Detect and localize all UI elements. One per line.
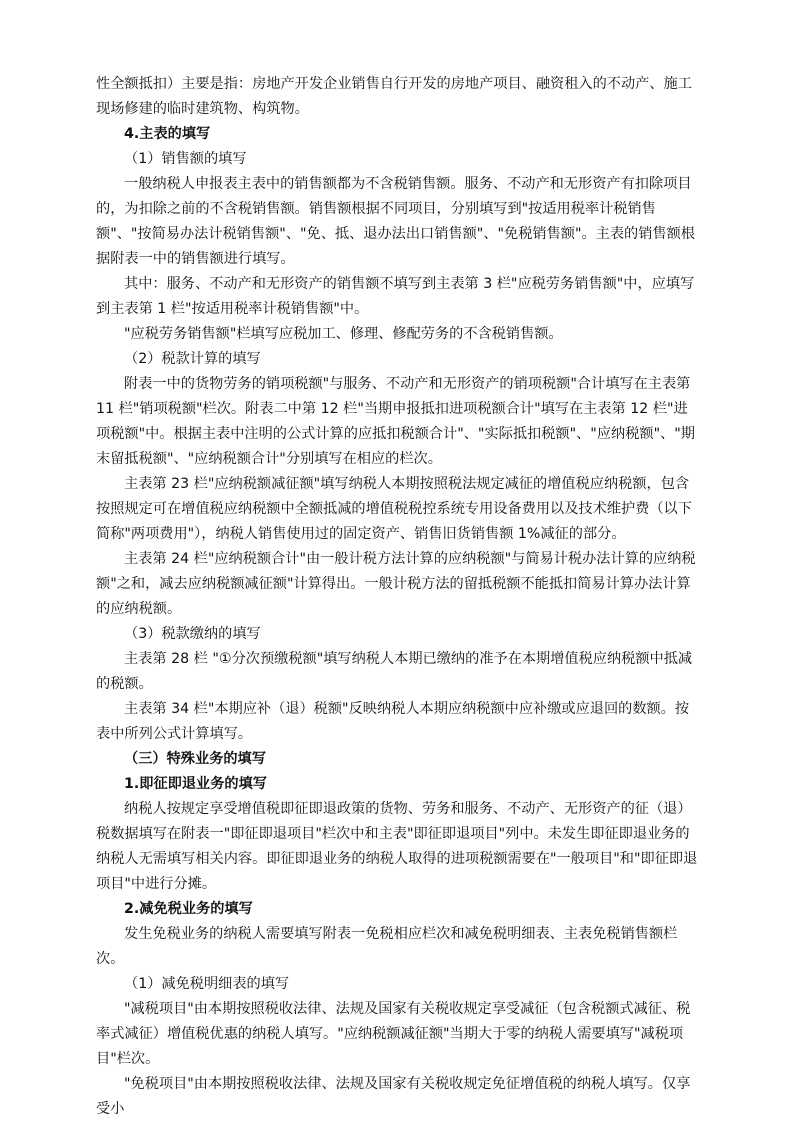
paragraph: 附表一中的货物劳务的销项税额"与服务、不动产和无形资产的销项税额"合计填写在主表第 11 栏"销项税额"栏次。附表二中第 12 栏"当期申报抵扣进项税额合计"填写在主表第 12 栏"进项税额"中。根据主表中注明的公式计算的应抵扣税额合计"、"实际抵扣税额"、"应纳税额"、"期末留抵税额"、"应纳税额合计"分别填写在相应的栏次。: [96, 376, 695, 467]
paragraph: 性全额抵扣）主要是指：房地产开发企业销售自行开发的房地产项目、融资租入的不动产、施工现场修建的临时建筑物、构筑物。: [96, 76, 692, 117]
paragraph: 一般纳税人申报表主表中的销售额都为不含税销售额。服务、不动产和无形资产有扣除项目的，为扣除之前的不含税销售额。销售额根据不同项目，分别填写到"按适用税率计税销售额"、"按简易办法计税销售额"、"免、抵、退办法出口销售额"、"免税销售额"。主表的销售额根据附表一中的销售额进行填写。: [96, 176, 695, 267]
section-heading: 1.即征即退业务的填写: [124, 776, 267, 792]
section-heading: 4.主表的填写: [124, 126, 211, 142]
paragraph: "减税项目"由本期按照税收法律、法规及国家有关税收规定享受减征（包含税额式减征、税率式减征）增值税优惠的纳税人填写。"应纳税额减征额"当期大于零的纳税人需要填写"减税项目"栏次。: [96, 1001, 691, 1067]
section-heading: 2.减免税业务的填写: [124, 901, 253, 917]
subsection-heading: （3）税款缴纳的填写: [124, 626, 261, 642]
document-page: [96, 72, 700, 1122]
section-heading: （三）特殊业务的填写: [124, 751, 266, 767]
paragraph: 纳税人按规定享受增值税即征即退政策的货物、劳务和服务、不动产、无形资产的征（退）税数据填写在附表一"即征即退项目"栏次中和主表"即征即退项目"列中。未发生即征即退业务的纳税人无需填写相关内容。即征即退业务的纳税人取得的进项税额需要在"一般项目"和"即征即退项目"中进行分摊。: [96, 801, 698, 892]
paragraph: "应税劳务销售额"栏填写应税加工、修理、修配劳务的不含税销售额。: [124, 326, 563, 342]
paragraph: 发生免税业务的纳税人需要填写附表一免税相应栏次和减免税明细表、主表免税销售额栏次。: [96, 926, 678, 967]
paragraph: 主表第 24 栏"应纳税额合计"由一般计税方法计算的应纳税额"与简易计税办法计算的应纳税额"之和，减去应纳税额减征额"计算得出。一般计税方法的留抵税额不能抵扣简易计算办法计算的应纳税额。: [96, 551, 696, 617]
paragraph: "免税项目"由本期按照税收法律、法规及国家有关税收规定免征增值税的纳税人填写。仅享受小: [96, 1076, 691, 1117]
paragraph: 其中：服务、不动产和无形资产的销售额不填写到主表第 3 栏"应税劳务销售额"中，应填写到主表第 1 栏"按适用税率计税销售额"中。: [96, 276, 695, 317]
subsection-heading: （1）减免税明细表的填写: [124, 976, 290, 992]
subsection-heading: （1）销售额的填写: [124, 151, 247, 167]
subsection-heading: （2）税款计算的填写: [124, 351, 261, 367]
paragraph: 主表第 28 栏 "①分次预缴税额"填写纳税人本期已缴纳的准予在本期增值税应纳税额中抵减的税额。: [96, 651, 693, 692]
paragraph: 主表第 34 栏"本期应补（退）税额"反映纳税人本期应纳税额中应补缴或应退回的数额。按表中所列公式计算填写。: [96, 701, 690, 742]
paragraph: 主表第 23 栏"应纳税额减征额"填写纳税人本期按照税法规定减征的增值税应纳税额，包含按照规定可在增值税应纳税额中全额抵减的增值税税控系统专用设备费用以及技术维护费（以下简称"两项费用"），纳税人销售使用过的固定资产、销售旧货销售额 1%减征的部分。: [96, 476, 692, 542]
